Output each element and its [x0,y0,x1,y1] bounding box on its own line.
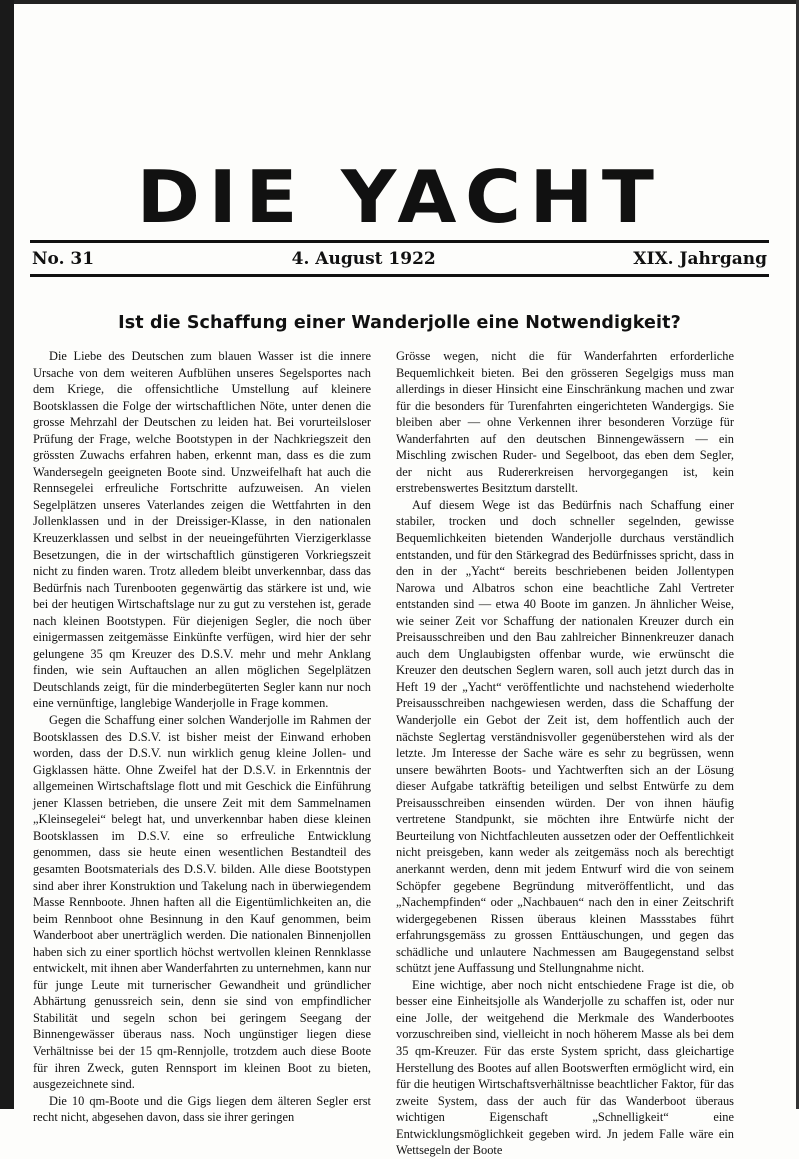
article-title: Ist die Schaffung einer Wanderjolle eine Notwendigkeit? [118,313,681,333]
issue-date: 4. August 1922 [291,249,436,269]
issue-info-row [30,247,769,271]
paragraph: Die Liebe des Deutschen zum blauen Wasser ist die innere Ursache von dem weiteren Aufblühen unseres Segelsportes nach dem Kriege, die offensichtliche Umstellung auf kleinere Bootsklassen die Folge der wirtschaftlichen Nöte, unter denen die grosse Mehrzahl der Deutschen zu leiden hat. Bei vorurteilsloser Prüfung der Frage, welche Bootstypen in der Nachkriegszeit den grössten Zuwachs erfahren haben, erkennt man, dass es die zum Wandersegeln geeigneten Boote sind. Unzweifelhaft hat auch die Rennsegelei erfreuliche Fortschritte aufzuweisen. An vielen Segelplätzen unseres Vaterlandes zeigen die Wettfahrten in den Jollenklassen und in der Dreissiger-Klasse, in den nationalen Kreuzerklassen und selbst in der neueingeführten Vierzigerklasse Besetzungen, die in der wirtschaftlich günstigeren Vorkriegszeit nicht zu finden waren. Trotz alledem bleibt unverkennbar, dass das Bedürfnis nach Turenbooten gegenwärtig das stärkere ist und, wie bei der heutigen Wirtschaftslage nur zu gut zu verstehen ist, gerade nach kleinen Bootstypen. Für diejenigen Segler, die noch über einigermassen zeitgemässe Einkünfte verfügen, wird hier der sehr gelungene 35 qm Kreuzer des D.S.V. mehr und mehr Anklang finden, wie sein Auftauchen an allen möglichen Segelplätzen Deutschlands zeigt, für die minderbegüterten Segler kann nur noch eine vernünftige, langlebige Wanderjolle in Frage kommen. [33,349,371,711]
paragraph: Die 10 qm-Boote und die Gigs liegen dem älteren Segler erst recht nicht, abgesehen davon, dass sie ihrer geringen [33,1093,371,1125]
issue-volume: XIX. Jahrgang [633,249,767,269]
paragraph: Auf diesem Wege ist das Bedürfnis nach Schaffung einer stabiler, trocken und doch schneller segelnden, gewisse Bequemlichkeiten bietenden Wanderjolle durchaus verständlich entstanden, und für den Stärkegrad des Bedürfnisses spricht, dass in den in der „Yacht“ bereits beschriebenen beiden Jollentypen Narowa und Albatros schon eine beachtliche Zahl Vertreter entstanden sind — etwa 40 Boote im ganzen. Jn ähnlicher Weise, wie seiner Zeit vor Schaffung der nationalen Kreuzer durch ein Preisausschreiben und den Bau zahlreicher Binnenkreuzer danach auch dem Unglaubigsten offenbar wurde, wie erwünscht die Kreuzer den deutschen Seglern waren, soll auch jetzt durch das in Heft 19 der „Yacht“ veröffentlichte und nachstehend wiederholte Preisausschreiben nachgewiesen werden, dass die Schaffung der Wanderjolle ein Gebot der Zeit ist, dem hoffentlich auch der nächste Seglertag verständnisvoller gegenüberstehen wird als der letzte. Jm Interesse der Sache wäre es sehr zu begrüssen, wenn unsere bewährten Boots- und Yachtwerften sich an der Lösung dieser Aufgabe tatkräftig beteiligen und selbst Entwürfe zu dem Preisausschreiben einsenden würden. Der von ihnen häufig vertretene Standpunkt, sie möchten ihre Entwürfe nicht der Beurteilung von Nichtfachleuten aussetzen oder der Oeffentlichkeit nicht preisgeben, kann weder als zeitgemäss noch als berechtigt anerkannt werden, denn mit jedem Entwurf wird die von seinem Schöpfer gegebene Begründung mitveröffentlicht, und das „Nachempfinden“ oder „Nachbauen“ nach den in einer Zeitschrift widergegebenen Rissen überaus kleinen Massstabes führt erfahrungsgemäss zu grossen Enttäuschungen, und gegen das schädliche und unlautere Nachmessen am Baugegenstand selbst schützt jene Auffassung und Stellungnahme nicht. [396,497,734,976]
article-column-right [396,348,734,1159]
paragraph: Gegen die Schaffung einer solchen Wanderjolle im Rahmen der Bootsklassen des D.S.V. ist bisher meist der Einwand erhoben worden, dass der D.S.V. nun wirklich genug kleine Jollen- und Gigklassen hätte. Ohne Zweifel hat der D.S.V. in Erkenntnis der allgemeinen Wirtschaftslage flott und mit Geschick die Einführung jener Klassen betrieben, die unsere Zeit mit dem Sammelnamen „Kleinsegelei“ belegt hat, und unverkennbar haben diese kleinen Bootsklassen im D.S.V. eine so erfreuliche Entwicklung genommen, dass sie heute einen wesentlichen Bestandteil des gesamten Bootsmaterials des D.S.V. bilden. Alle diese Bootstypen sind aber ihrer Konstruktion und Takelung nach in überwiegendem Masse Rennboote. Jhnen haften all die Eigentümlichkeiten an, die beim Rennboot ohne Besinnung in den Kauf genommen, beim Wanderboot aber unerträglich werden. Die nationalen Binnenjollen haben sich zu einer sportlich höchst wertvollen kleinen Rennklasse entwickelt, mit ihnen aber Wanderfahrten zu unternehmen, kann nur für junge Leute mit turnerischer Gewandheit und gründlicher Abhärtung genussreich sein, denn sie sind von empfindlicher Stabilität und segeln schon bei geringem Seegang der Binnengewässer überaus nass. Noch ungünstiger liegen diese Verhältnisse bei der 15 qm-Rennjolle, trotzdem auch diese Boote für ihren Zweck, guten Rennsport im kleinen Boot zu bieten, ausgezeichnete sind. [33,713,372,1092]
masthead-rule-bottom [30,274,769,277]
masthead-title: DIE YACHT [136,155,663,239]
masthead-rule-top [30,240,769,243]
scan-border-top [0,0,799,4]
paragraph: Eine wichtige, aber noch nicht entschiedene Frage ist die, ob besser eine Einheitsjolle als Wanderjolle zu schaffen ist, oder nur eine Jolle, der weitgehend die Merkmale des Wanderbootes vorzuschreiben sind, vielleicht in noch höherem Masse als bei dem 35 qm-Kreuzer. Für das erste System spricht, dass gleichartige Herstellung des Bootes auf allen Bootswerften ermöglicht wird, ein für die heutigen Wirtschaftsverhältnisse beachtlicher Faktor, für das zweite System, dass der auch für das Wanderboot überaus wichtigen Eigenschaft „Schnelligkeit“ eine Entwicklungsmöglichkeit gegeben wird. Jn jedem Falle wäre ein Wettsegeln der Boote [396,977,734,1158]
article-column-left [33,348,371,1126]
paragraph: Grösse wegen, nicht die für Wanderfahrten erforderliche Bequemlichkeit bieten. Bei den grösseren Segelgigs muss man allerdings in dieser Hinsicht eine Einschränkung machen und zwar für die besonders für Turenfahrten eingerichteten Wandergigs. Sie bleiben aber — ohne Verkennen ihrer besonderen Vorzüge für Wanderfahrten auf den deutschen Binnengewässern — ein Mischling zwischen Ruder- und Segelboot, das eben dem Segler, der nicht aus Rudererkreisen hervorgegangen ist, kein erstrebenswertes Besitztum darstellt. [396,349,734,496]
issue-number: No. 31 [32,249,95,269]
